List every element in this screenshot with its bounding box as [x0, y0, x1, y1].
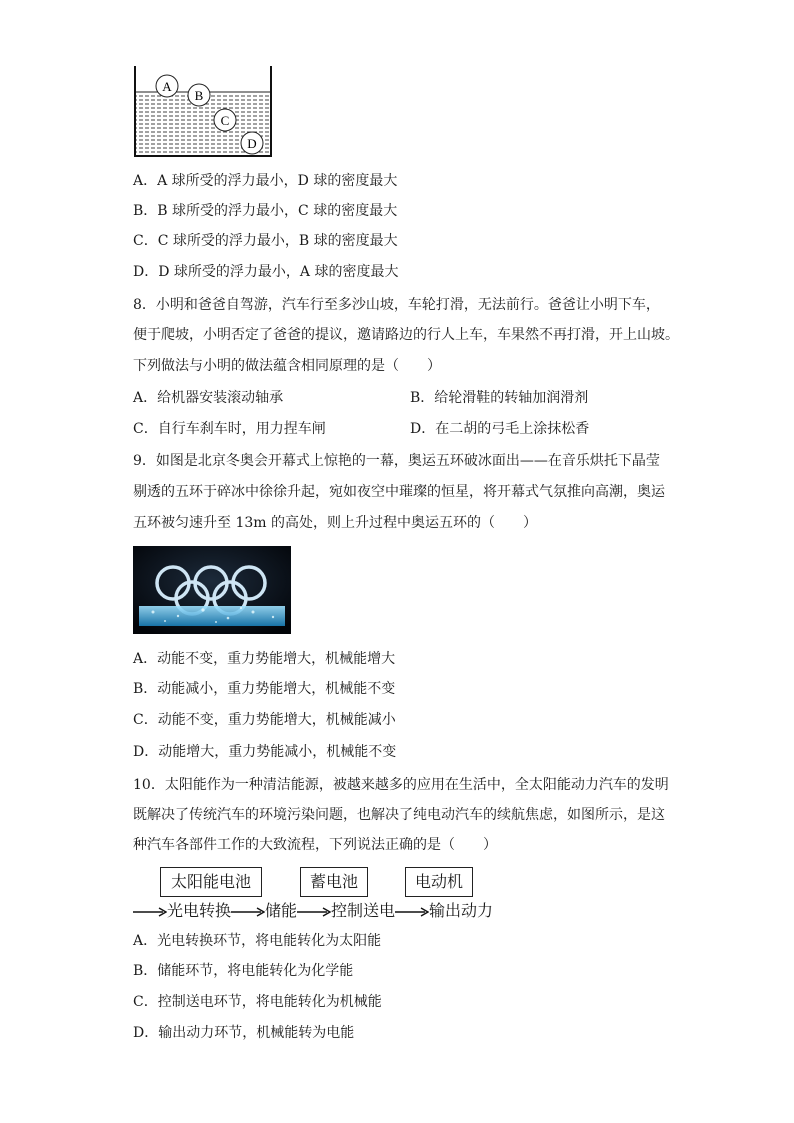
flow-step-3: 控制送电 [331, 901, 396, 920]
arrow-right-icon [395, 907, 429, 917]
q8-option-c[interactable]: C．自行车刹车时，用力捏车闸 [133, 421, 326, 437]
q10-stem-line-2: 既解决了传统汽车的环境污染问题，也解决了纯电动汽车的续航焦虑，如图所示，是这 [133, 807, 665, 823]
ball-b-label: B [194, 88, 204, 103]
q10-stem-line-1: 10．太阳能作为一种清洁能源，被越来越多的应用在生活中，全太阳能动力汽车的发明 [133, 777, 669, 793]
arrow-right-icon [297, 907, 331, 917]
q9-option-a[interactable]: A．动能不变，重力势能增大，机械能增大 [133, 651, 396, 667]
q8-option-d[interactable]: D．在二胡的弓毛上涂抹松香 [410, 421, 590, 437]
q7-option-b[interactable]: B．B 球所受的浮力最小，C 球的密度最大 [133, 203, 398, 219]
flow-step-4: 输出动力 [429, 901, 494, 920]
motor-box: 电动机 [405, 867, 473, 897]
q7-option-c[interactable]: C．C 球所受的浮力最小，B 球的密度最大 [133, 233, 398, 249]
ball-d [241, 132, 263, 154]
ball-c-label: C [220, 113, 230, 128]
q9-option-d[interactable]: D．动能增大，重力势能减小，机械能不变 [133, 744, 397, 760]
q10-stem-line-3: 种汽车各部件工作的大致流程，下列说法正确的是（ ） [133, 837, 497, 853]
ball-a [156, 75, 178, 97]
arrow-right-icon [231, 907, 265, 917]
energy-flow-row [133, 900, 493, 922]
olympic-rings-image [133, 546, 291, 634]
q8-stem-line-2: 便于爬坡，小明否定了爸爸的提议，邀请路边的行人上车，车果然不再打滑，开上山坡。 [133, 327, 679, 343]
q10-option-b[interactable]: B．储能环节，将电能转化为化学能 [133, 963, 354, 979]
buoyancy-container-figure [133, 66, 275, 160]
arrow-right-icon [133, 907, 167, 917]
q9-stem-line-3: 五环被匀速升至 13m 的高处，则上升过程中奥运五环的（ ） [133, 515, 537, 531]
ball-a-label: A [162, 79, 172, 94]
q9-stem-line-2: 剔透的五环于碎冰中徐徐升起，宛如夜空中璀璨的恒星，将开幕式气氛推向高潮，奥运 [133, 484, 665, 500]
q9-option-c[interactable]: C．动能不变，重力势能增大，机械能减小 [133, 712, 396, 728]
flow-step-1: 光电转换 [167, 901, 232, 920]
q8-stem-line-1: 8．小明和爸爸自驾游，汽车行至多沙山坡，车轮打滑，无法前行。爸爸让小明下车， [133, 297, 660, 313]
q8-stem-line-3: 下列做法与小明的做法蕴含相同原理的是（ ） [133, 358, 441, 374]
q8-option-a[interactable]: A．给机器安装滚动轴承 [133, 390, 284, 406]
q7-option-a[interactable]: A．A 球所受的浮力最小，D 球的密度最大 [133, 173, 398, 189]
q9-stem-line-1: 9．如图是北京冬奥会开幕式上惊艳的一幕，奥运五环破冰面出——在音乐烘托下晶莹 [133, 453, 660, 469]
q8-option-b[interactable]: B．给轮滑鞋的转轴加润滑剂 [410, 390, 589, 406]
olympic-rings-photo [133, 546, 291, 634]
q7-option-d[interactable]: D．D 球所受的浮力最小，A 球的密度最大 [133, 264, 399, 280]
q10-option-d[interactable]: D．输出动力环节，机械能转为电能 [133, 1025, 355, 1041]
ball-c [214, 109, 236, 131]
q9-option-b[interactable]: B．动能减小，重力势能增大，机械能不变 [133, 681, 396, 697]
q10-option-a[interactable]: A．光电转换环节，将电能转化为太阳能 [133, 933, 382, 949]
ball-b [188, 84, 210, 106]
ball-d-label: D [247, 136, 257, 151]
q10-option-c[interactable]: C．控制送电环节，将电能转化为机械能 [133, 994, 382, 1010]
flow-step-2: 储能 [265, 901, 298, 920]
solar-cell-box: 太阳能电池 [160, 867, 262, 897]
battery-box: 蓄电池 [300, 867, 368, 897]
